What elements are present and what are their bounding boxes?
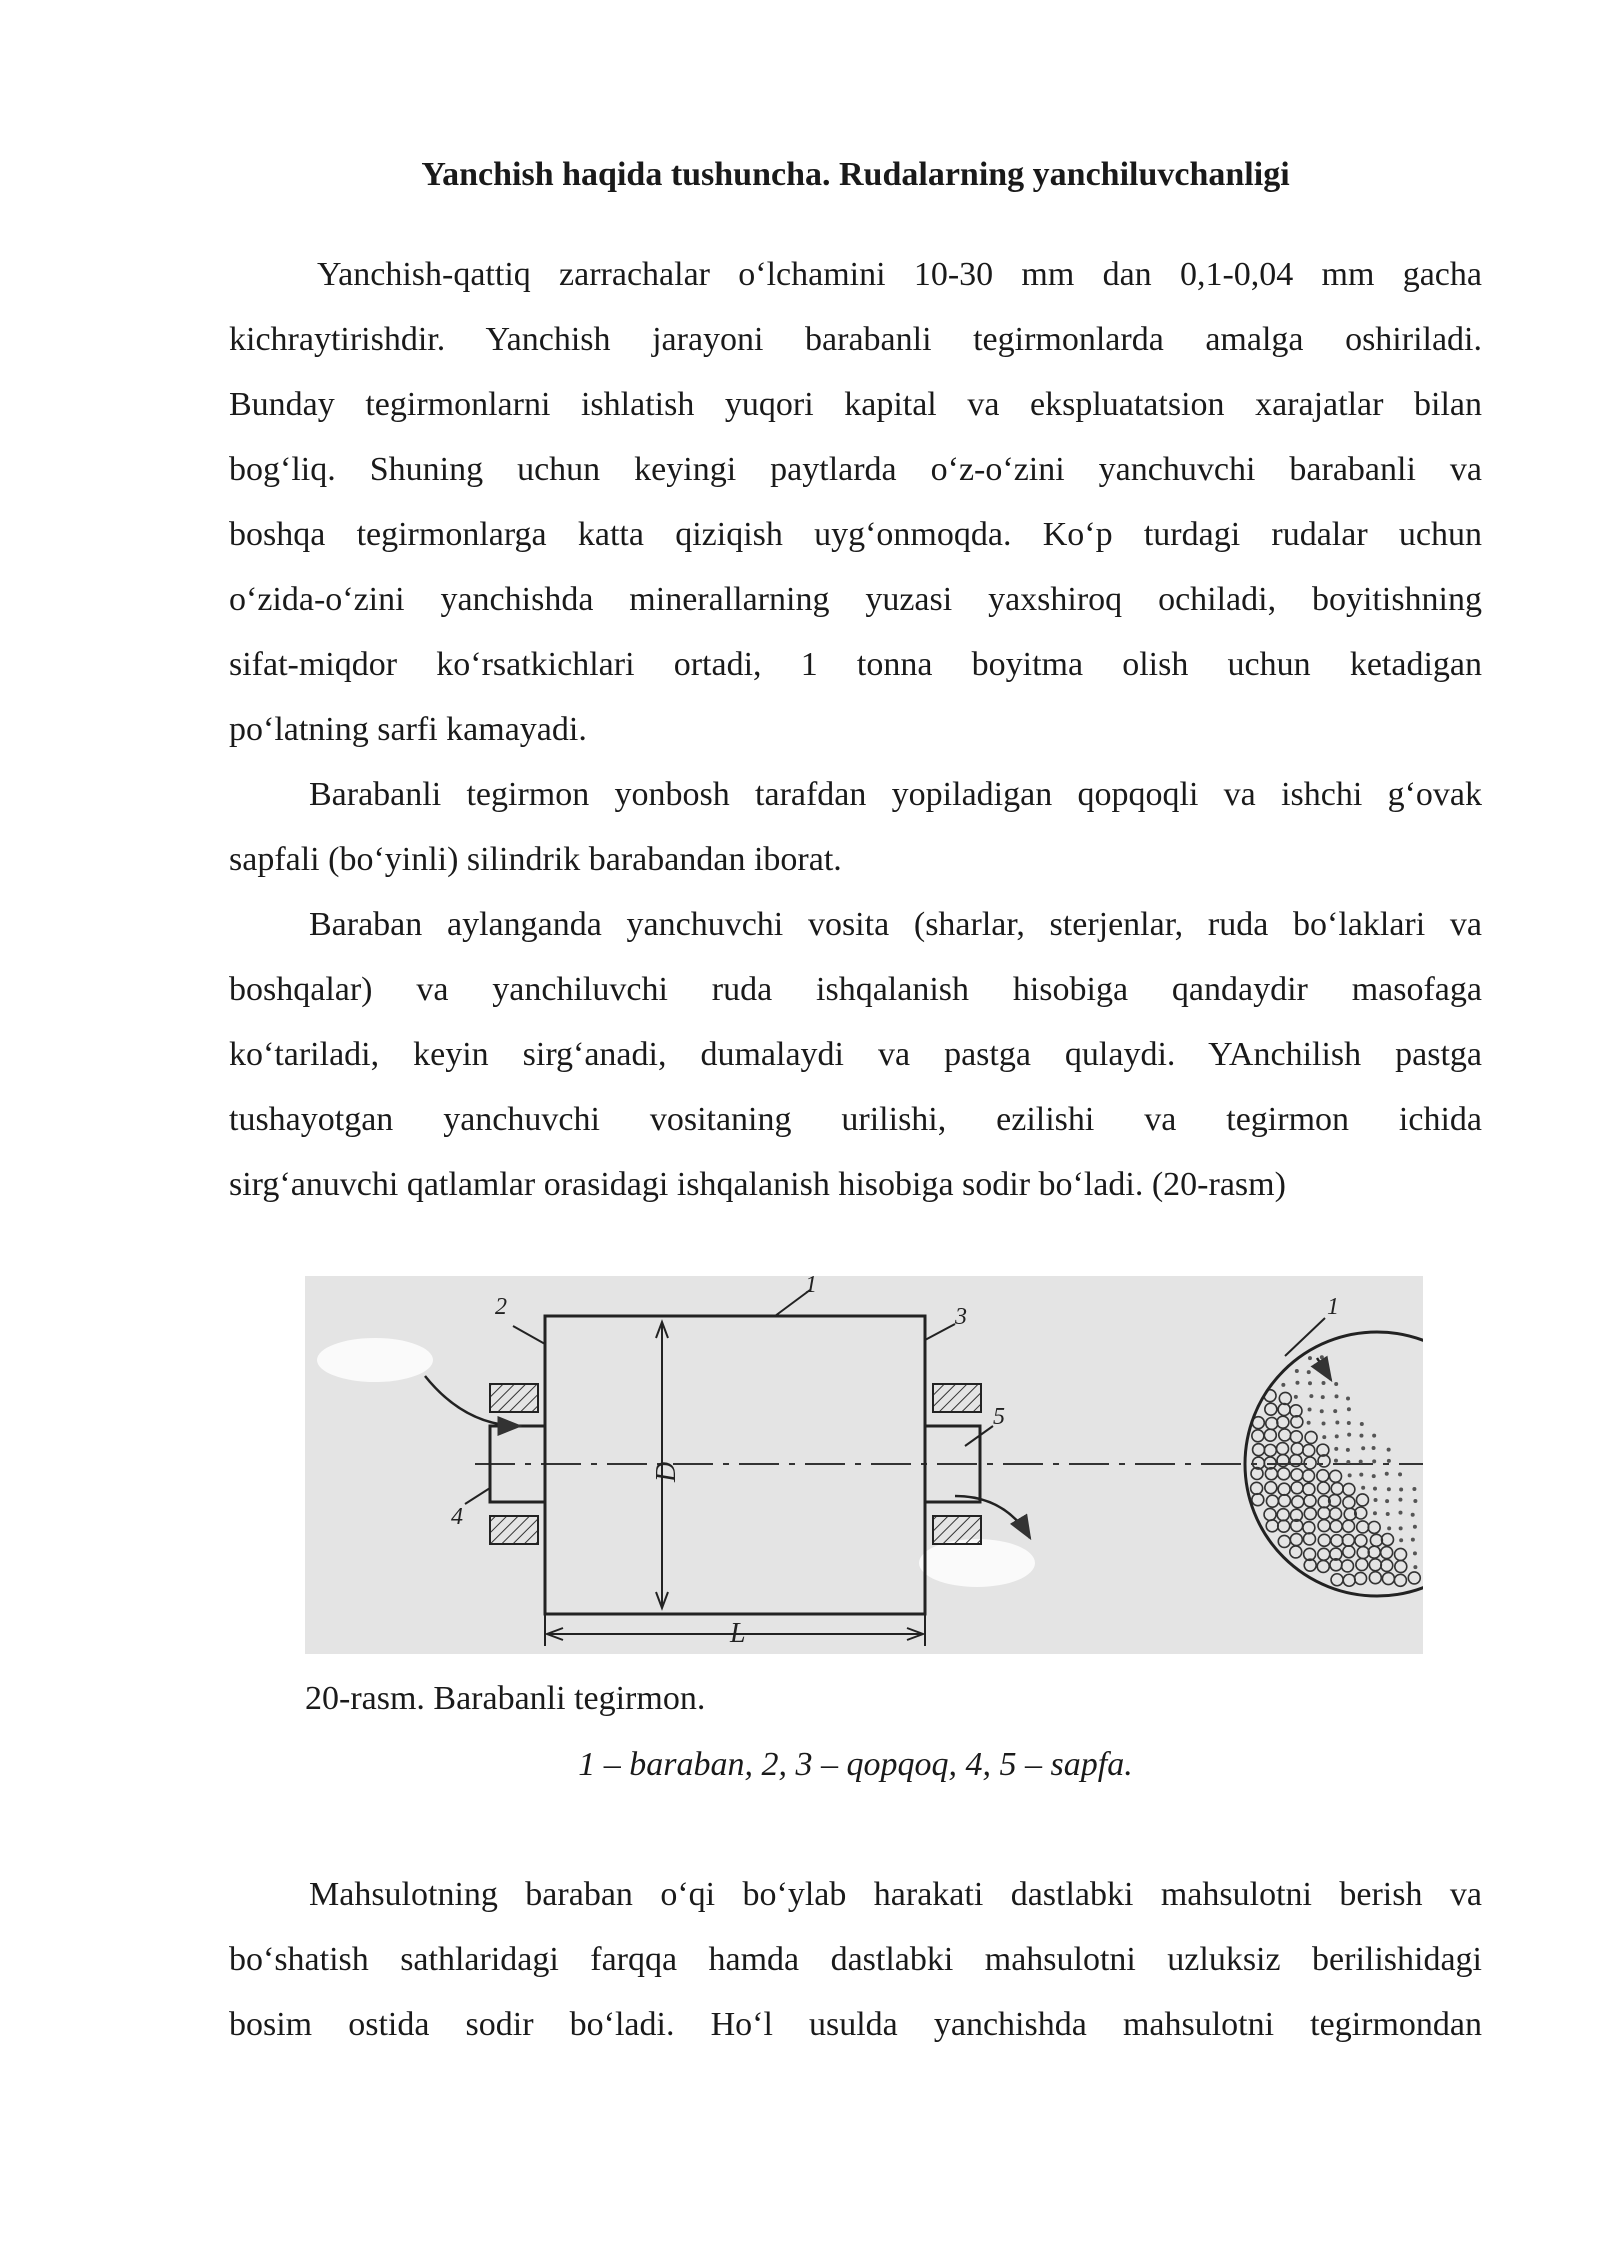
grinding-ball bbox=[1346, 1460, 1350, 1464]
grinding-ball bbox=[1395, 1561, 1407, 1573]
paragraph-line: bosim ostida sodir bo‘ladi. Ho‘l usulda yanchishda mahsulotni tegirmondan bbox=[229, 2006, 1482, 2043]
paragraph-line: o‘zida-o‘zini yanchishda minerallarning yuzasi yaxshiroq ochiladi, boyitishning bbox=[229, 581, 1482, 618]
grinding-ball bbox=[1320, 1409, 1324, 1413]
grinding-ball bbox=[1277, 1416, 1289, 1428]
grinding-ball bbox=[1394, 1574, 1406, 1586]
grinding-ball bbox=[1335, 1434, 1339, 1438]
grinding-ball bbox=[1411, 1538, 1415, 1542]
grinding-ball bbox=[1374, 1498, 1378, 1502]
grinding-ball bbox=[1281, 1383, 1285, 1387]
grinding-ball bbox=[1277, 1509, 1289, 1521]
grinding-ball bbox=[1290, 1405, 1302, 1417]
grinding-ball bbox=[1330, 1508, 1342, 1520]
grinding-ball bbox=[1387, 1526, 1391, 1530]
grinding-ball bbox=[1290, 1431, 1302, 1443]
grinding-ball bbox=[1278, 1403, 1290, 1415]
grinding-ball bbox=[1292, 1496, 1304, 1508]
grinding-ball bbox=[1372, 1446, 1376, 1450]
paragraph-line: Bunday tegirmonlarni ishlatish yuqori kapital va ekspluatatsion xarajatlar bilan bbox=[229, 386, 1482, 423]
grinding-ball bbox=[1387, 1487, 1391, 1491]
grinding-ball bbox=[1331, 1574, 1343, 1586]
grinding-ball bbox=[1303, 1533, 1315, 1545]
grinding-ball bbox=[1264, 1444, 1276, 1456]
label-4-trunnion: 4 bbox=[451, 1504, 463, 1530]
grinding-ball bbox=[1304, 1508, 1316, 1520]
grinding-ball bbox=[1361, 1446, 1365, 1450]
paragraph-line: Barabanli tegirmon yonbosh tarafdan yopiladigan qopqoqli va ishchi g‘ovak bbox=[309, 776, 1482, 813]
grinding-ball bbox=[1290, 1546, 1302, 1558]
grinding-ball bbox=[1317, 1560, 1329, 1572]
grinding-ball bbox=[1411, 1513, 1415, 1517]
erased-patch bbox=[317, 1338, 433, 1382]
grinding-ball bbox=[1369, 1572, 1381, 1584]
grinding-ball bbox=[1308, 1381, 1312, 1385]
grinding-ball bbox=[1266, 1520, 1278, 1532]
grinding-ball bbox=[1264, 1429, 1276, 1441]
label-1-drum: 1 bbox=[805, 1276, 817, 1298]
grinding-ball bbox=[1291, 1443, 1303, 1455]
grinding-ball bbox=[1346, 1396, 1350, 1400]
grinding-ball bbox=[1265, 1482, 1277, 1494]
paragraph-line: Yanchish-qattiq zarrachalar o‘lchamini 10-30 mm dan 0,1-0,04 mm gacha bbox=[317, 256, 1482, 293]
grinding-ball bbox=[1278, 1535, 1290, 1547]
grinding-ball bbox=[1307, 1370, 1311, 1374]
diameter-label: D bbox=[651, 1461, 682, 1482]
grinding-ball bbox=[1408, 1572, 1420, 1584]
grinding-ball bbox=[1303, 1522, 1315, 1534]
drum-mill-figure bbox=[305, 1276, 1423, 1654]
grinding-ball bbox=[1343, 1546, 1355, 1558]
grinding-ball bbox=[1412, 1487, 1416, 1491]
document-title: Yanchish haqida tushuncha. Rudalarning yanchiluvchanligi bbox=[421, 156, 1290, 193]
grinding-ball bbox=[1308, 1356, 1312, 1360]
grinding-ball bbox=[1413, 1525, 1417, 1529]
grinding-ball bbox=[1303, 1483, 1315, 1495]
grinding-ball bbox=[1343, 1496, 1355, 1508]
paragraph-line: Mahsulotning baraban o‘qi bo‘ylab harakati dastlabki mahsulotni berish va bbox=[309, 1876, 1482, 1913]
drum-mill-drawing bbox=[305, 1276, 1423, 1654]
grinding-ball bbox=[1361, 1486, 1365, 1490]
grinding-ball bbox=[1266, 1417, 1278, 1429]
grinding-ball bbox=[1399, 1487, 1403, 1491]
figure-caption: 20-rasm. Barabanli tegirmon. bbox=[305, 1680, 706, 1717]
erased-patch bbox=[919, 1539, 1035, 1587]
grinding-ball bbox=[1304, 1457, 1316, 1469]
grinding-ball bbox=[1398, 1511, 1402, 1515]
grinding-ball bbox=[1305, 1431, 1317, 1443]
label-1-section: 1 bbox=[1327, 1294, 1339, 1320]
grinding-ball bbox=[1398, 1472, 1402, 1476]
grinding-ball bbox=[1372, 1474, 1376, 1478]
grinding-ball bbox=[1322, 1381, 1326, 1385]
grinding-ball bbox=[1373, 1487, 1377, 1491]
length-label: L bbox=[730, 1618, 746, 1649]
grinding-ball bbox=[1342, 1534, 1354, 1546]
grinding-ball bbox=[1381, 1547, 1393, 1559]
grinding-ball bbox=[1295, 1381, 1299, 1385]
grinding-ball bbox=[1342, 1560, 1354, 1572]
grinding-ball bbox=[1317, 1482, 1329, 1494]
grinding-ball bbox=[1347, 1407, 1351, 1411]
grinding-ball bbox=[1343, 1483, 1355, 1495]
grinding-ball bbox=[1343, 1520, 1355, 1532]
grinding-ball bbox=[1303, 1470, 1315, 1482]
grinding-ball bbox=[1291, 1469, 1303, 1481]
grinding-ball bbox=[1266, 1495, 1278, 1507]
grinding-ball bbox=[1413, 1565, 1417, 1569]
grinding-ball bbox=[1398, 1498, 1402, 1502]
grinding-ball bbox=[1308, 1408, 1312, 1412]
paragraph-grinding-definition bbox=[229, 242, 1482, 762]
grinding-ball bbox=[1331, 1483, 1343, 1495]
grinding-ball bbox=[1335, 1420, 1339, 1424]
grinding-ball bbox=[1347, 1433, 1351, 1437]
grinding-ball bbox=[1317, 1470, 1329, 1482]
grinding-ball bbox=[1291, 1482, 1303, 1494]
paragraph-drum-mill bbox=[229, 762, 1482, 892]
rotation-arrow bbox=[1317, 1358, 1331, 1380]
label-5-trunnion: 5 bbox=[993, 1404, 1005, 1430]
grinding-ball bbox=[1348, 1473, 1352, 1477]
grinding-ball bbox=[1359, 1460, 1363, 1464]
grinding-ball bbox=[1321, 1395, 1325, 1399]
paragraph-line: po‘latning sarfi kamayadi. bbox=[229, 711, 587, 748]
paragraph-line: boshqalar) va yanchiluvchi ruda ishqalanish hisobiga qandaydir masofaga bbox=[229, 971, 1482, 1008]
grinding-ball bbox=[1413, 1499, 1417, 1503]
right-bearing-top bbox=[933, 1384, 981, 1412]
grinding-ball bbox=[1381, 1559, 1393, 1571]
grinding-ball bbox=[1370, 1534, 1382, 1546]
grinding-ball bbox=[1355, 1572, 1367, 1584]
paragraph-line: bo‘shatish sathlaridagi farqqa hamda dastlabki mahsulotni uzluksiz berilishidagi bbox=[229, 1941, 1482, 1978]
paragraph-drum-rotation bbox=[229, 892, 1482, 1217]
grinding-ball bbox=[1382, 1534, 1394, 1546]
paragraph-line: Baraban aylanganda yanchuvchi vosita (sharlar, sterjenlar, ruda bo‘laklari va bbox=[309, 906, 1482, 943]
grinding-ball bbox=[1387, 1448, 1391, 1452]
paragraph-material-movement bbox=[229, 1862, 1482, 2057]
grinding-ball bbox=[1399, 1538, 1403, 1542]
grinding-ball bbox=[1395, 1548, 1407, 1560]
grinding-ball bbox=[1251, 1482, 1263, 1494]
grinding-ball bbox=[1279, 1392, 1291, 1404]
grinding-ball bbox=[1359, 1434, 1363, 1438]
grinding-ball bbox=[1343, 1574, 1355, 1586]
grinding-ball bbox=[1330, 1470, 1342, 1482]
left-bearing-top bbox=[490, 1384, 538, 1412]
grinding-ball bbox=[1373, 1511, 1377, 1515]
grinding-ball bbox=[1265, 1403, 1277, 1415]
grinding-ball bbox=[1264, 1508, 1276, 1520]
grinding-ball bbox=[1278, 1495, 1290, 1507]
grinding-ball bbox=[1330, 1520, 1342, 1532]
drum-cross-section bbox=[1245, 1294, 1423, 1596]
right-bearing-bottom bbox=[933, 1516, 981, 1544]
paragraph-line: sifat-miqdor ko‘rsatkichlari ortadi, 1 tonna boyitma olish uchun ketadigan bbox=[229, 646, 1482, 683]
grinding-ball bbox=[1369, 1559, 1381, 1571]
grinding-ball bbox=[1385, 1499, 1389, 1503]
paragraph-line: bog‘liq. Shuning uchun keyingi paytlarda o‘z-o‘zini yanchuvchi barabanli va bbox=[229, 451, 1482, 488]
grinding-ball bbox=[1399, 1526, 1403, 1530]
paragraph-line: sapfali (bo‘yinli) silindrik barabandan iborat. bbox=[229, 841, 842, 878]
grinding-ball bbox=[1295, 1369, 1299, 1373]
grinding-ball bbox=[1372, 1459, 1376, 1463]
grinding-ball bbox=[1356, 1494, 1368, 1506]
grinding-ball bbox=[1294, 1395, 1298, 1399]
grinding-ball bbox=[1318, 1507, 1330, 1519]
grinding-ball bbox=[1357, 1547, 1369, 1559]
grinding-ball bbox=[1331, 1535, 1343, 1547]
grinding-ball bbox=[1333, 1409, 1337, 1413]
grinding-ball bbox=[1387, 1459, 1391, 1463]
grinding-ball bbox=[1322, 1435, 1326, 1439]
drum-body bbox=[545, 1316, 925, 1614]
grinding-ball bbox=[1291, 1416, 1303, 1428]
grinding-ball bbox=[1303, 1444, 1315, 1456]
grinding-ball bbox=[1386, 1512, 1390, 1516]
paragraph-line: tushayotgan yanchuvchi vositaning urilishi, ezilishi va tegirmon ichida bbox=[229, 1101, 1482, 1138]
grinding-ball bbox=[1382, 1573, 1394, 1585]
grinding-ball bbox=[1368, 1546, 1380, 1558]
grinding-ball bbox=[1318, 1520, 1330, 1532]
paragraph-line: ko‘tariladi, keyin sirg‘anadi, dumalaydi va pastga qulaydi. YAnchilish pastga bbox=[229, 1036, 1482, 1073]
grinding-ball bbox=[1357, 1521, 1369, 1533]
left-bearing-bottom bbox=[490, 1516, 538, 1544]
grinding-ball bbox=[1304, 1495, 1316, 1507]
paragraph-line: boshqa tegirmonlarga katta qiziqish uyg‘onmoqda. Ko‘p turdagi rudalar uchun bbox=[229, 516, 1482, 553]
grinding-ball bbox=[1277, 1443, 1289, 1455]
grinding-ball bbox=[1322, 1421, 1326, 1425]
grinding-ball bbox=[1385, 1472, 1389, 1476]
grinding-ball bbox=[1309, 1394, 1313, 1398]
grinding-ball bbox=[1368, 1521, 1380, 1533]
grinding-ball bbox=[1334, 1382, 1338, 1386]
grinding-ball bbox=[1307, 1421, 1311, 1425]
label-2-cover: 2 bbox=[495, 1294, 507, 1320]
grinding-ball bbox=[1355, 1535, 1367, 1547]
grinding-ball bbox=[1360, 1422, 1364, 1426]
figure-legend: 1 – baraban, 2, 3 – qopqoq, 4, 5 – sapfa. bbox=[578, 1746, 1133, 1783]
grinding-ball bbox=[1334, 1459, 1338, 1463]
grinding-ball bbox=[1279, 1429, 1291, 1441]
grinding-ball bbox=[1335, 1394, 1339, 1398]
grinding-ball bbox=[1372, 1434, 1376, 1438]
paragraph-line: sirg‘anuvchi qatlamlar orasidagi ishqalanish hisobiga sodir bo‘ladi. (20-rasm) bbox=[229, 1166, 1286, 1203]
grinding-ball bbox=[1334, 1447, 1338, 1451]
paragraph-line: kichraytirishdir. Yanchish jarayoni barabanli tegirmonlarda amalga oshiriladi. bbox=[229, 321, 1482, 358]
grinding-ball bbox=[1320, 1355, 1324, 1359]
grinding-ball bbox=[1253, 1444, 1265, 1456]
grinding-ball bbox=[1318, 1534, 1330, 1546]
label-3-cover: 3 bbox=[955, 1304, 967, 1330]
grinding-ball bbox=[1347, 1421, 1351, 1425]
grinding-ball bbox=[1290, 1534, 1302, 1546]
grinding-ball bbox=[1318, 1548, 1330, 1560]
grinding-ball bbox=[1278, 1520, 1290, 1532]
grinding-ball bbox=[1346, 1448, 1350, 1452]
grinding-ball bbox=[1252, 1430, 1264, 1442]
grinding-ball bbox=[1278, 1468, 1290, 1480]
grinding-ball bbox=[1413, 1551, 1417, 1555]
grinding-ball bbox=[1252, 1494, 1264, 1506]
grinding-ball bbox=[1278, 1483, 1290, 1495]
grinding-ball bbox=[1359, 1473, 1363, 1477]
grinding-ball bbox=[1356, 1559, 1368, 1571]
